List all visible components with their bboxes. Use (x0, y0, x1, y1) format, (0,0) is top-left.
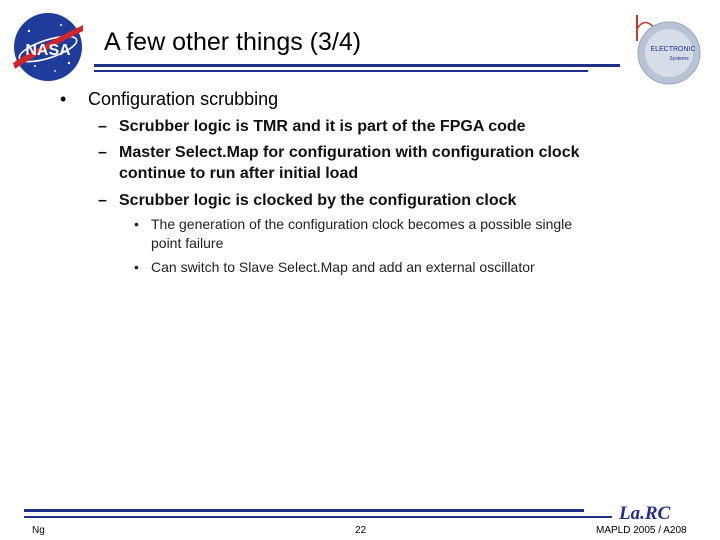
es-logo-line1: ELECTRONIC (650, 46, 696, 53)
sub-bullet-text-cont: continue to run after initial load (119, 165, 359, 182)
bullet-dot-icon: • (60, 89, 67, 109)
footer-rule (24, 509, 584, 512)
es-logo-line2: Systems (669, 56, 689, 62)
electronic-systems-icon (625, 11, 705, 87)
subsub-bullet-text-cont: point failure (151, 235, 224, 251)
footer-page-number: 22 (355, 525, 367, 536)
footer-rule-thin (24, 516, 612, 518)
footer-conference: MAPLD 2005 / A208 (596, 525, 687, 536)
bullet-text: Configuration scrubbing (88, 89, 279, 109)
subsub-bullet-text: Can switch to Slave Select.Map and add an external oscillator (151, 259, 535, 275)
subsub-bullet-text: The generation of the configuration clock becomes a possible single (151, 216, 573, 232)
dash-icon: – (98, 192, 107, 209)
bullet-configuration-scrubbing (60, 89, 278, 110)
sub-bullet-text: Master Select.Map for configuration with configuration clock (119, 144, 580, 161)
footer-author: Ng (32, 525, 45, 536)
sub-bullet-text: Scrubber logic is clocked by the configuration clock (119, 192, 517, 209)
title-rule-thin (94, 70, 588, 72)
dash-icon: – (98, 144, 107, 161)
sub-bullet-text: Scrubber logic is TMR and it is part of the FPGA code (119, 118, 526, 135)
nasa-logo-text: NASA (25, 42, 71, 59)
title-rule (94, 64, 620, 67)
nasa-meatball-icon (11, 11, 85, 83)
dash-icon: – (98, 118, 107, 135)
larc-logo-text: La.RC (619, 503, 671, 524)
bullet-dot-icon: • (134, 216, 139, 232)
page-title: A few other things (3/4) (104, 28, 362, 56)
bullet-dot-icon: • (134, 259, 139, 275)
